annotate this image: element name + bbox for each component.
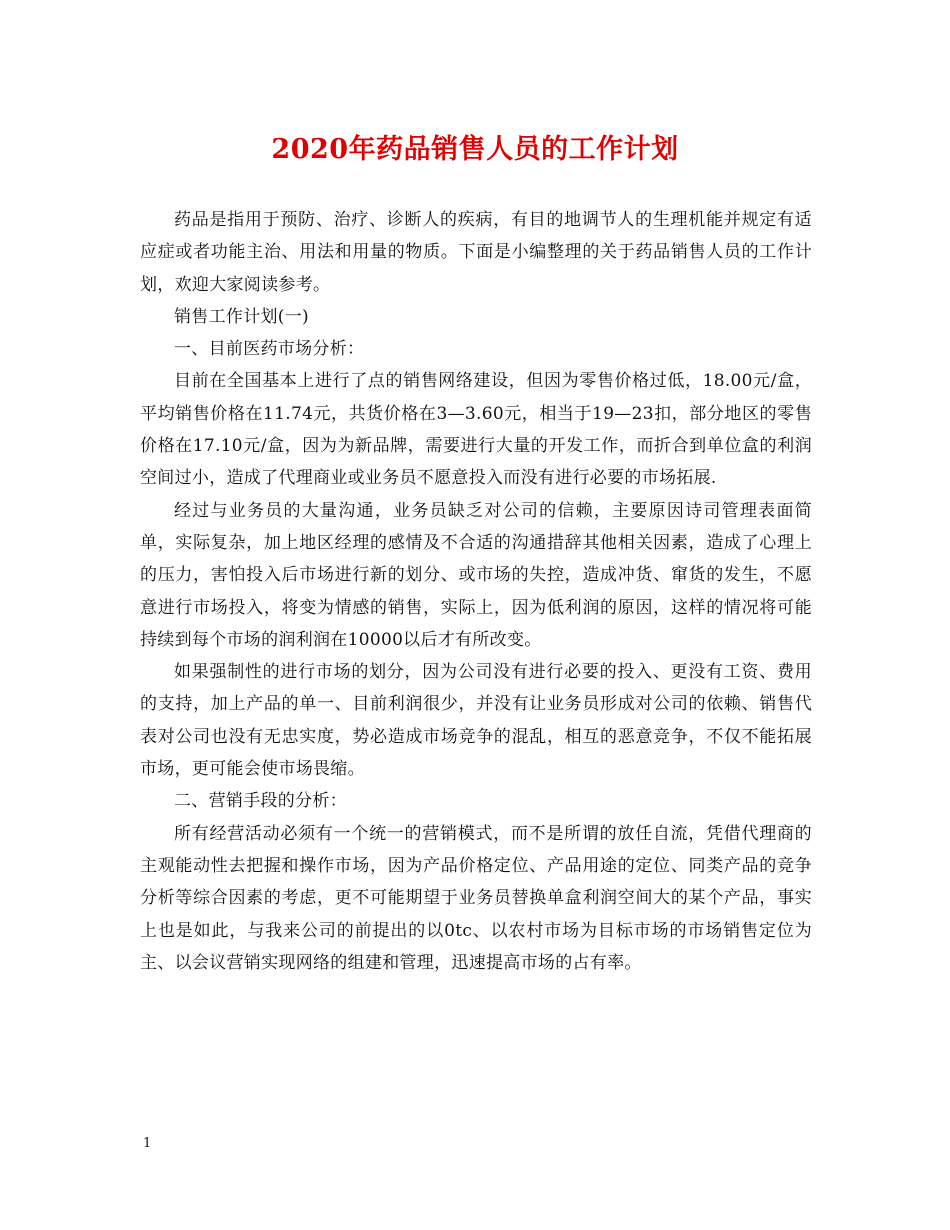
- paragraph-market-network: 目前在全国基本上进行了点的销售网络建设，但因为零售价格过低，18.00元/盒，平均销售价格在11.74元，共货价格在3—3.60元，相当于19—23扣，部分地区的零售价格在17.10元/盒，因为为新品牌，需要进行大量的开发工作，而折合到单位盒的利润空间过小，造成了代理商业或业务员不愿意投入而没有进行必要的市场拓展.: [140, 371, 812, 489]
- page-number: 1: [143, 1136, 152, 1151]
- document-body: [140, 204, 812, 979]
- paragraph-salesperson-communication: 经过与业务员的大量沟通，业务员缺乏对公司的信赖，主要原因诗司管理表面简单，实际复杂，加上地区经理的感情及不合适的沟通措辞其他相关因素，造成了心理上的压力，害怕投入后市场进行新的划分、或市场的失控，造成冲货、窜货的发生，不愿意进行市场投入，将变为情感的销售，实际上，因为低利润的原因，这样的情况将可能持续到每个市场的润利润在10000以后才有所改变。: [140, 500, 812, 650]
- paragraph-marketing-model: 所有经营活动必须有一个统一的营销模式，而不是所谓的放任自流，凭借代理商的主观能动性去把握和操作市场，因为产品价格定位、产品用途的定位、同类产品的竞争分析等综合因素的考虑，更不可能期望于业务员替换单盒利润空间大的某个产品，事实上也是如此，与我来公司的前提出的以0tc、以农村市场为目标市场的市场销售定位为主、以会议营销实现网络的组建和管理，迅速提高市场的占有率。: [140, 823, 812, 973]
- section-heading-plan-one: 销售工作计划(一): [174, 306, 309, 327]
- paragraph-intro: 药品是指用于预防、治疗、诊断人的疾病，有目的地调节人的生理机能并规定有适应症或者功能主治、用法和用量的物质。下面是小编整理的关于药品销售人员的工作计划，欢迎大家阅读参考。: [140, 210, 812, 295]
- section-heading-market-analysis: 一、目前医药市场分析：: [174, 339, 365, 360]
- paragraph-market-division: 如果强制性的进行市场的划分，因为公司没有进行必要的投入、更没有工资、费用的支持，加上产品的单一、目前利润很少，并没有让业务员形成对公司的依赖、销售代表对公司也没有无忠实度，势必造成市场竞争的混乱，相互的恶意竞争，不仅不能拓展市场，更可能会使市场畏缩。: [140, 662, 812, 780]
- document-title: 2020年药品销售人员的工作计划: [271, 134, 679, 165]
- section-heading-marketing-analysis: 二、营销手段的分析：: [174, 791, 347, 812]
